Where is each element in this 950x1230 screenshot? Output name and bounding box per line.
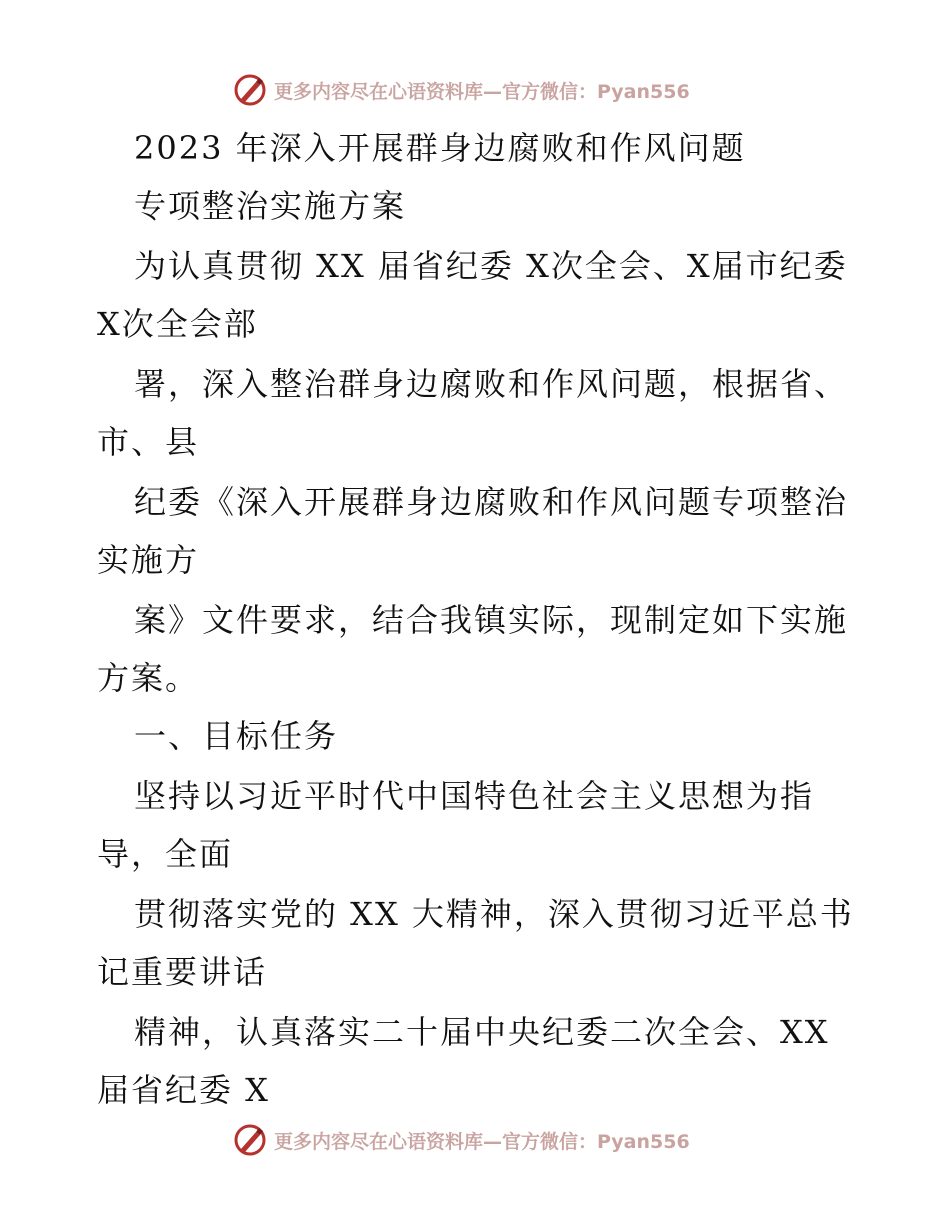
doc-paragraph-line: 届省纪委 X bbox=[97, 1071, 270, 1109]
banner-site-text: 更多内容尽在心语资料库— bbox=[274, 80, 503, 103]
pen-logo-icon bbox=[232, 72, 268, 108]
doc-title-line-1: 2023 年深入开展群身边腐败和作风问题 bbox=[134, 129, 746, 167]
doc-paragraph-line: 精神，认真落实二十届中央纪委二次全会、XX bbox=[134, 1013, 830, 1051]
banner-text bbox=[274, 77, 690, 104]
doc-paragraph-line: 贯彻落实党的 XX 大精神，深入贯彻习近平总书 bbox=[134, 895, 854, 933]
header-banner bbox=[232, 70, 690, 110]
section-heading: 一、目标任务 bbox=[134, 717, 339, 755]
doc-paragraph-line: 市、县 bbox=[97, 423, 200, 461]
doc-paragraph-line: 方案。 bbox=[97, 659, 200, 697]
doc-paragraph-line: 为认真贯彻 XX 届省纪委 X次全会、X届市纪委 bbox=[134, 247, 848, 285]
doc-title-line-2: 专项整治实施方案 bbox=[134, 187, 407, 225]
banner-wechat-text: 官方微信：Pyan556 bbox=[502, 1130, 690, 1153]
footer-banner bbox=[232, 1120, 690, 1160]
banner-text bbox=[274, 1127, 690, 1154]
doc-paragraph-line: 导，全面 bbox=[97, 835, 234, 873]
banner-site-text: 更多内容尽在心语资料库— bbox=[274, 1130, 503, 1153]
doc-paragraph-line: 纪委《深入开展群身边腐败和作风问题专项整治 bbox=[134, 483, 849, 521]
pen-logo-icon bbox=[232, 1122, 268, 1158]
doc-paragraph-line: 实施方 bbox=[97, 541, 200, 579]
doc-paragraph-line: 坚持以习近平时代中国特色社会主义思想为指 bbox=[134, 777, 815, 815]
doc-paragraph-line: 署，深入整治群身边腐败和作风问题，根据省、 bbox=[134, 365, 849, 403]
doc-paragraph-line: 记重要讲话 bbox=[97, 953, 268, 991]
doc-paragraph-line: X次全会部 bbox=[97, 305, 258, 343]
banner-wechat-text: 官方微信：Pyan556 bbox=[502, 80, 690, 103]
doc-paragraph-line: 案》文件要求，结合我镇实际，现制定如下实施 bbox=[134, 601, 849, 639]
